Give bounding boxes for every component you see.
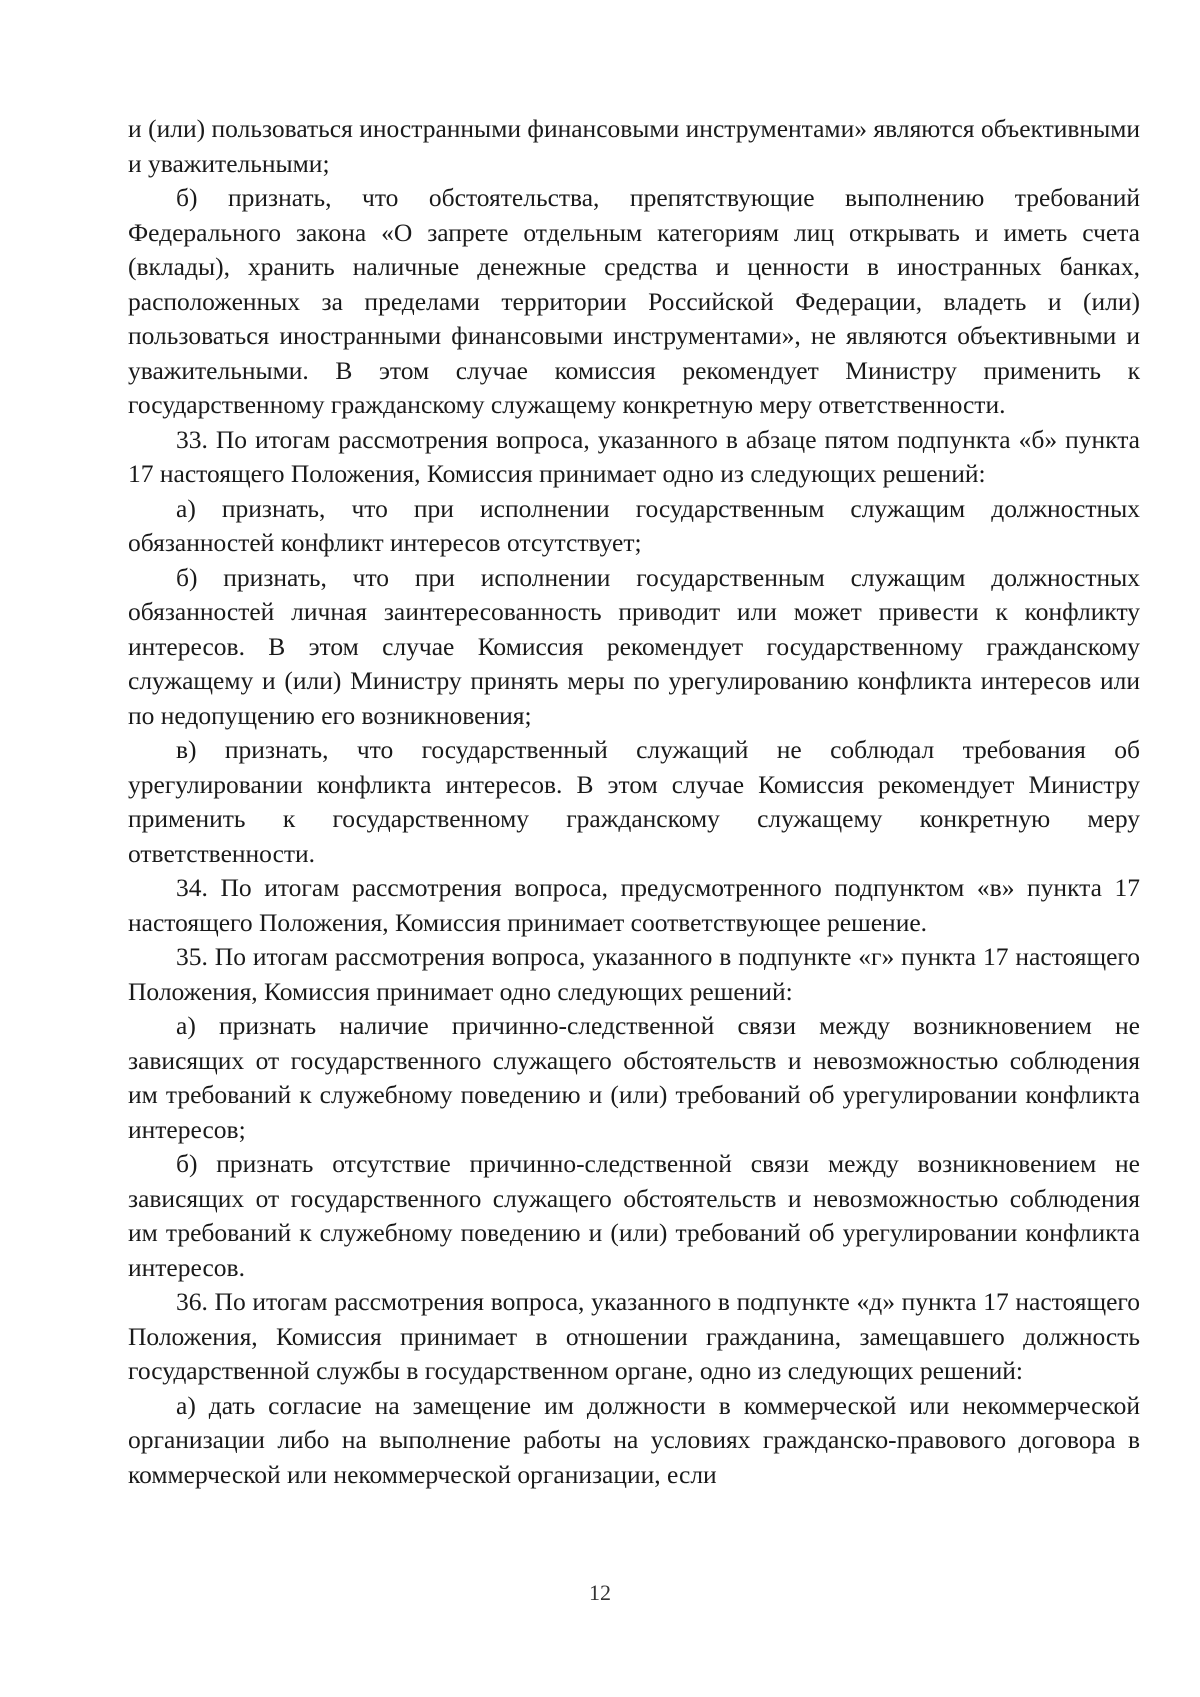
- paragraph-36-a: а) дать согласие на замещение им должности в коммерческой или некоммерческой организации либо на выполнение работы на условиях гражданско-правового договора в коммерческой или некоммерческой организации, если: [128, 1390, 1140, 1489]
- paragraph-33-a: а) признать, что при исполнении государственным служащим должностных обязанностей конфликт интересов отсутствует;: [128, 493, 1140, 557]
- paragraph-35: 35. По итогам рассмотрения вопроса, указанного в подпункте «г» пункта 17 настоящего Положения, Комиссия принимает одно следующих решений:: [128, 942, 1140, 1006]
- document-page: [128, 112, 1140, 1492]
- paragraph-33-b: б) признать, что при исполнении государственным служащим должностных обязанностей личная заинтересованность приводит или может привести к конфликту интересов. В этом случае Комиссия рекомендует государственному гражданскому служащему и (или) Министру принять меры по урегулированию конфликта интересов или по недопущению его возникновения;: [128, 562, 1140, 730]
- paragraph-33: 33. По итогам рассмотрения вопроса, указанного в абзаце пятом подпункта «б» пункта 17 настоящего Положения, Комиссия принимает одно из следующих решений:: [128, 424, 1140, 488]
- page-number: 12: [589, 1580, 611, 1605]
- paragraph-item-b-not-objective: б) признать, что обстоятельства, препятствующие выполнению требований Федерального закона «О запрете отдельным категориям лиц открывать и иметь счета (вклады), хранить наличные денежные средства и ценности в иностранных банках, расположенных за пределами территории Российской Федерации, владеть и (или) пользоваться иностранными финансовыми инструментами», не являются объективными и уважительными. В этом случае комиссия рекомендует Министру применить к государственному гражданскому служащему конкретную меру ответственности.: [128, 183, 1140, 419]
- paragraph-35-b: б) признать отсутствие причинно-следственной связи между возникновением не зависящих от государственного служащего обстоятельств и невозможностью соблюдения им требований к служебному поведению и (или) требований об урегулировании конфликта интересов.: [128, 1149, 1140, 1282]
- paragraph-35-a: а) признать наличие причинно-следственной связи между возникновением не зависящих от государственного служащего обстоятельств и невозможностью соблюдения им требований к служебному поведению и (или) требований об урегулировании конфликта интересов;: [128, 1011, 1140, 1144]
- paragraph-33-v: в) признать, что государственный служащий не соблюдал требования об урегулировании конфликта интересов. В этом случае Комиссия рекомендует Министру применить к государственному гражданскому служащему конкретную меру ответственности.: [128, 735, 1140, 868]
- paragraph-continuation: и (или) пользоваться иностранными финансовыми инструментами» являются объективными и уважительными;: [128, 114, 1140, 178]
- paragraph-34: 34. По итогам рассмотрения вопроса, предусмотренного подпунктом «в» пункта 17 настоящего Положения, Комиссия принимает соответствующее решение.: [128, 873, 1140, 937]
- paragraph-36: 36. По итогам рассмотрения вопроса, указанного в подпункте «д» пункта 17 настоящего Положения, Комиссия принимает в отношении гражданина, замещавшего должность государственной службы в государственном органе, одно из следующих решений:: [128, 1287, 1140, 1385]
